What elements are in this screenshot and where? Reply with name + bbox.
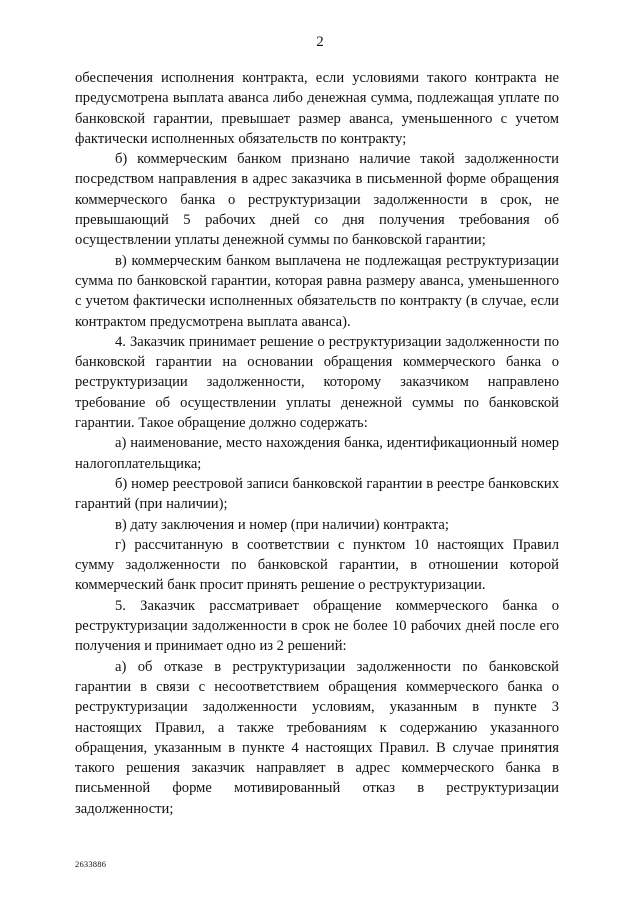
paragraph-section-4: 4. Заказчик принимает решение о реструктуризации задолженности по банковской гарантии на основании обращения коммерческого банка о реструктуризации задолженности, которому заказчиком направлено требование об осуществлении уплаты денежной суммы по банковской гарантии. Такое обращение должно содержать: — [75, 333, 559, 432]
document-code: 2633886 — [75, 859, 107, 869]
paragraph-item-v-contract-date: в) дату заключения и номер (при наличии) контракта; — [115, 516, 449, 533]
paragraph-item-b-registry-number: б) номер реестровой записи банковской гарантии в реестре банковских гарантий (при наличии); — [75, 475, 559, 513]
paragraph-item-v-advance-payment: в) коммерческим банком выплачена не подлежащая реструктуризации сумма по банковской гарантии, которая равна размеру аванса, уменьшенного с учетом фактически исполненных обязательств по контракту (в случае, если контрактом предусмотрена выплата аванса). — [75, 252, 559, 330]
paragraph-item-a-refusal: а) об отказе в реструктуризации задолженности по банковской гарантии в связи с несоответствием обращения коммерческого банка о реструктуризации задолженности условиям, указанным в пункте 3 настоящих Правил, а также требованиям к содержанию указанного обращения, указанным в пункте 4 настоящих Правил. В случае принятия такого решения заказчик направляет в адрес коммерческого банка в письменной форме мотивированный отказ в реструктуризации задолженности; — [75, 658, 559, 817]
paragraph-section-5: 5. Заказчик рассматривает обращение коммерческого банка о реструктуризации задолженности в срок не более 10 рабочих дней после его получения и принимает одно из 2 решений: — [75, 597, 559, 655]
paragraph-item-g-debt-amount: г) рассчитанную в соответствии с пунктом 10 настоящих Правил сумму задолженности по банковской гарантии, в отношении которой коммерческий банк просит принять решение о реструктуризации. — [75, 536, 559, 594]
paragraph-item-a-bank-details: а) наименование, место нахождения банка, идентификационный номер налогоплательщика; — [75, 435, 559, 472]
paragraph-item-b-debt-recognition: б) коммерческим банком признано наличие такой задолженности посредством направления в адрес заказчика в письменной форме обращения коммерческого банка о реструктуризации задолженности в срок, не превышающий 5 рабочих дней со дня получения требования об осуществлении уплаты денежной суммы по банковской гарантии; — [75, 151, 559, 249]
paragraph-continuation: обеспечения исполнения контракта, если условиями такого контракта не предусмотрена выплата аванса либо денежная сумма, подлежащая уплате по банковской гарантии, превышает размер аванса, уменьшенного с учетом фактически исполненных обязательств по контракту; — [75, 70, 559, 147]
page-number: 2 — [316, 34, 324, 50]
document-body — [75, 68, 559, 819]
